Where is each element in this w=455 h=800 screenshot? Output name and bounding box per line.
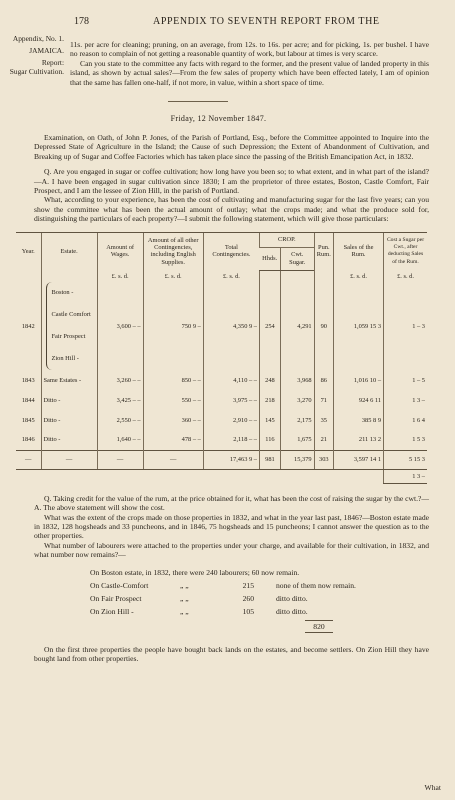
total-pun: 303 bbox=[314, 450, 333, 469]
cell-hhds: 218 bbox=[259, 390, 280, 410]
cell-wages: 1,640 – – bbox=[97, 430, 143, 450]
cell-total: 2,910 – – bbox=[203, 410, 259, 430]
cell-cwt: 3,270 bbox=[280, 390, 314, 410]
after-table-text bbox=[34, 494, 429, 560]
catchword: What bbox=[424, 783, 441, 792]
estate-name: Castle Comfort bbox=[51, 311, 91, 319]
intro-paragraph-2: Can you state to the committee any facts with regard to the former, and the present value of landed property in this island, as shown by actual sales?—From the few sales of property which have been effected lately, I am of opinion that the same has fallen one-half, if not more, in value, within a short space of time. bbox=[70, 58, 429, 87]
qa-paragraph-2: What, according to your experience, has been the cost of cultivating and manufacturing sugar for the last five years; can you show the committee what has been the actual amount of outlay; what the crops made; and what the produce sold for, distinguishing the particulars of each property?—I submit the following statement, which will give those particulars: bbox=[34, 195, 429, 224]
total-dash-estate: — bbox=[41, 450, 97, 469]
date-line: Friday, 12 November 1847. bbox=[170, 114, 267, 124]
qa-paragraph-1: Q. Are you engaged in sugar or coffee cultivation; how long have you been so; to what extent, and in what part of the island?—A. I have been engaged in sugar cultivation since 1830; I am the proprietor of three estates, Boston, Castle Comfort, Fair Prospect, and I am the lessee of Zion Hill, in the parish of Portland. bbox=[34, 167, 429, 196]
labourer-list bbox=[70, 566, 429, 633]
cell-cost: 1 – 3 bbox=[384, 282, 427, 370]
table-row bbox=[16, 430, 427, 450]
cell-other: 750 9 – bbox=[143, 282, 203, 370]
cell-hhds: 254 bbox=[259, 282, 280, 370]
average-cost: 1 3 – bbox=[384, 469, 427, 483]
closing-text bbox=[34, 645, 429, 664]
cell-cost: 1 3 – bbox=[384, 390, 427, 410]
cell-cwt: 4,291 bbox=[280, 282, 314, 370]
cell-sales: 1,059 15 3 bbox=[334, 282, 384, 370]
total-hhds: 981 bbox=[259, 450, 280, 469]
cell-estate: Ditto - bbox=[41, 430, 97, 450]
page-number: 178 bbox=[74, 16, 89, 27]
table-row-average bbox=[16, 469, 427, 483]
cell-pun: 35 bbox=[314, 410, 333, 430]
cell-year: 1845 bbox=[21, 416, 35, 424]
header-pun: Pun. bbox=[318, 244, 330, 252]
table-row bbox=[16, 390, 427, 410]
total-dash-wages: — bbox=[97, 450, 143, 469]
list-item bbox=[70, 566, 429, 579]
labour-estate: On Boston estate, in 1832, there were 240 labourers; 60 now remain. bbox=[90, 567, 300, 577]
units-sales: £. s. d. bbox=[334, 270, 384, 282]
labour-count: 105 bbox=[242, 606, 254, 616]
cell-other: 478 – – bbox=[143, 430, 203, 450]
cell-estate-list bbox=[41, 282, 97, 370]
cell-other: 550 – – bbox=[143, 390, 203, 410]
labour-estate: On Zion Hill - bbox=[90, 606, 134, 616]
cell-estate: Same Estates - bbox=[41, 370, 97, 390]
header-total: Total Contingencies. bbox=[203, 232, 259, 270]
cell-wages: 3,425 – – bbox=[97, 390, 143, 410]
main-text bbox=[34, 133, 429, 224]
header-wages: Amount of Wages. bbox=[97, 232, 143, 270]
units-total: £. s. d. bbox=[203, 270, 259, 282]
total-dash-year: — bbox=[16, 450, 41, 469]
cell-cwt: 1,675 bbox=[280, 430, 314, 450]
cell-hhds: 116 bbox=[259, 430, 280, 450]
labour-ditto-mark: „ „ bbox=[180, 580, 189, 590]
units-wages: £. s. d. bbox=[97, 270, 143, 282]
cell-sales: 924 6 11 bbox=[334, 390, 384, 410]
examination-paragraph: Examination, on Oath, of John P. Jones, of the Parish of Portland, Esq., before the Committee appointed to Inquire into the Depressed State of Agriculture in the Island; the Cause of such Depression; the Extent of Abandonment of Cultivation, and Breaking up of Sugar and Coffee Factories which has taken place since the passing of the British Emancipation Act, in 1832. bbox=[34, 133, 429, 161]
labour-count: 260 bbox=[242, 593, 254, 603]
cell-estate: Ditto - bbox=[41, 410, 97, 430]
cell-other: 850 – – bbox=[143, 370, 203, 390]
table-row-totals bbox=[16, 450, 427, 469]
after-paragraph-2: What was the extent of the crops made on those properties in 1832, and what in the year last past, 1846?—Boston estate made in 1832, 128 hogsheads and 33 puncheons, and in 1846, 75 hogsheads and 15 puncheons; I cannot answer the question as to the other properties. bbox=[34, 512, 429, 541]
cell-year: 1843 bbox=[21, 376, 35, 384]
after-paragraph-1: Q. Taking credit for the value of the rum, at the price obtained for it, what has been the cost of raising the sugar by the cwt.?—A. The above statement will show the cost. bbox=[34, 493, 429, 513]
labour-estate: On Castle-Comfort bbox=[90, 580, 149, 590]
estate-name: Fair Prospect bbox=[51, 333, 86, 341]
header-pun-rum bbox=[314, 232, 333, 270]
cell-total: 3,975 – – bbox=[203, 390, 259, 410]
cell-pun: 86 bbox=[314, 370, 333, 390]
cell-total: 4,110 – – bbox=[203, 370, 259, 390]
list-item bbox=[70, 579, 429, 592]
cell-total: 2,118 – – bbox=[203, 430, 259, 450]
cell-wages: 3,600 – – bbox=[97, 282, 143, 370]
units-cost: £. s. d. bbox=[384, 270, 427, 282]
labour-estate: On Fair Prospect bbox=[90, 593, 142, 603]
header-crop: CROP. bbox=[259, 232, 314, 247]
table-row bbox=[16, 370, 427, 390]
estate-name: Zion Hill - bbox=[51, 355, 79, 363]
estate-name: Boston - bbox=[51, 289, 74, 297]
labour-count: 215 bbox=[242, 580, 254, 590]
labour-total: 820 bbox=[305, 620, 333, 633]
table-row bbox=[16, 410, 427, 430]
labour-remaining: ditto ditto. bbox=[276, 593, 308, 603]
labour-remaining: none of them now remain. bbox=[276, 580, 356, 590]
sidenote-subject: Sugar Cultivation. bbox=[9, 67, 64, 76]
section-divider bbox=[168, 101, 228, 102]
cell-sales: 211 13 2 bbox=[334, 430, 384, 450]
cell-sales: 1,016 10 – bbox=[334, 370, 384, 390]
cell-year: 1846 bbox=[21, 436, 35, 444]
cell-other: 360 – – bbox=[143, 410, 203, 430]
header-year: Year. bbox=[16, 232, 41, 270]
closing-paragraph: On the first three properties the people have bought back lands on the estates, and become settlers. On Zion Hill they have bought land from other properties. bbox=[34, 644, 429, 663]
after-paragraph-3: What number of labourers were attached to the properties under your charge, and available for their cultivation, in 1832, and what number now remains?— bbox=[34, 540, 429, 560]
cell-cost: 1 – 5 bbox=[384, 370, 427, 390]
cell-hhds: 248 bbox=[259, 370, 280, 390]
total-dash-other: — bbox=[143, 450, 203, 469]
units-other: £. s. d. bbox=[143, 270, 203, 282]
cell-wages: 2,550 – – bbox=[97, 410, 143, 430]
cell-cwt: 3,968 bbox=[280, 370, 314, 390]
cell-year: 1844 bbox=[21, 396, 35, 404]
cell-estate: Ditto - bbox=[41, 390, 97, 410]
header-rum: Rum. bbox=[316, 251, 331, 259]
running-title: APPENDIX TO SEVENTH REPORT FROM THE bbox=[153, 16, 380, 27]
header-other: Amount of all other Contingencies, including English Supplies. bbox=[143, 232, 203, 270]
cell-pun: 90 bbox=[314, 282, 333, 370]
statement-table bbox=[16, 232, 427, 484]
cell-wages: 3,260 – – bbox=[97, 370, 143, 390]
table-row bbox=[16, 282, 427, 370]
sidenote-appendix: Appendix, No. 1. bbox=[12, 34, 64, 43]
cell-total: 4,350 9 – bbox=[203, 282, 259, 370]
cell-cost: 1 5 3 bbox=[384, 430, 427, 450]
list-item bbox=[70, 605, 429, 618]
total-sales: 3,597 14 1 bbox=[334, 450, 384, 469]
sidenote-location: JAMAICA. bbox=[29, 46, 64, 55]
table-row-units bbox=[16, 270, 427, 282]
intro-text bbox=[70, 40, 429, 87]
list-item bbox=[70, 592, 429, 605]
total-cwt: 15,379 bbox=[280, 450, 314, 469]
cell-sales: 385 8 9 bbox=[334, 410, 384, 430]
cell-cost: 1 6 4 bbox=[384, 410, 427, 430]
cell-pun: 21 bbox=[314, 430, 333, 450]
header-cost: Cost a Sugar per Cwt., after deducting Sales of the Rum. bbox=[384, 232, 427, 270]
header-estate: Estate. bbox=[41, 232, 97, 270]
intro-paragraph-1: 11s. per acre for cleaning; pruning, on an average, from 12s. to 16s. per acre; and for picking, 1s. per bushel. I have no reason to complain of not getting a reasonable quantity of work, but labour at times is very scarce. bbox=[70, 40, 429, 59]
cell-pun: 71 bbox=[314, 390, 333, 410]
header-sales: Sales of the Rum. bbox=[334, 232, 384, 270]
cell-cwt: 2,175 bbox=[280, 410, 314, 430]
header-hhds: Hhds. bbox=[259, 247, 280, 270]
total-cost: 5 15 3 bbox=[384, 450, 427, 469]
labour-ditto-mark: „ „ bbox=[180, 606, 189, 616]
sidenote-report: Report: bbox=[41, 58, 64, 67]
labour-ditto-mark: „ „ bbox=[180, 593, 189, 603]
cell-year: 1842 bbox=[21, 322, 35, 330]
cell-hhds: 145 bbox=[259, 410, 280, 430]
labour-remaining: ditto ditto. bbox=[276, 606, 308, 616]
total-contingencies: 17,463 9 – bbox=[203, 450, 259, 469]
header-cwt: Cwt. Sugar. bbox=[280, 247, 314, 270]
running-header bbox=[8, 8, 429, 30]
